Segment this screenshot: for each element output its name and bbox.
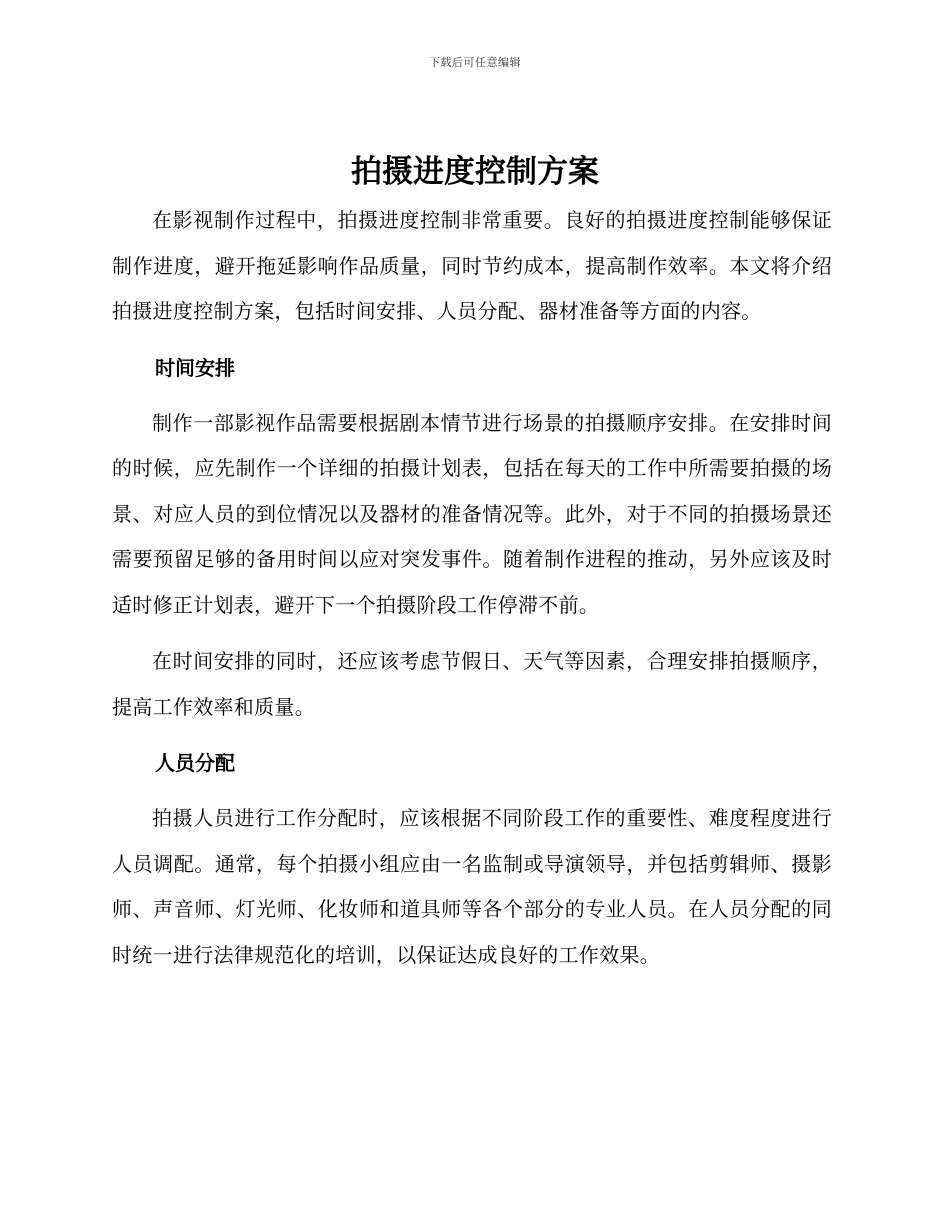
- document-body: [112, 198, 832, 989]
- section-heading-time-schedule: 时间安排: [155, 355, 235, 380]
- staff-allocation-paragraph-1: 拍摄人员进行工作分配时，应该根据不同阶段工作的重要性、难度程度进行人员调配。通常，每个拍摄小组应由一名监制或导演领导，并包括剪辑师、摄影师、声音师、灯光师、化妆师和道具师等各个部分的专业人员。在人员分配的同时统一进行法律规范化的培训，以保证达成良好的工作效果。: [112, 806, 832, 967]
- section-heading-staff-allocation: 人员分配: [155, 751, 235, 775]
- time-schedule-paragraph-2: 在时间安排的同时，还应该考虑节假日、天气等因素，合理安排拍摄顺序，提高工作效率和质量。: [112, 649, 832, 719]
- time-schedule-paragraph-1: 制作一部影视作品需要根据剧本情节进行场景的拍摄顺序安排。在安排时间的时候，应先制作一个详细的拍摄计划表，包括在每天的工作中所需要拍摄的场景、对应人员的到位情况以及器材的准备情况等。此外，对于不同的拍摄场景还需要预留足够的备用时间以应对突发事件。随着制作进程的推动，另外应该及时适时修正计划表，避开下一个拍摄阶段工作停滞不前。: [112, 410, 832, 617]
- document-title: 拍摄进度控制方案: [351, 154, 599, 190]
- header-note: 下载后可任意编辑: [429, 56, 521, 69]
- intro-paragraph: 在影视制作过程中，拍摄进度控制非常重要。良好的拍摄进度控制能够保证制作进度，避开拖延影响作品质量，同时节约成本，提高制作效率。本文将介绍拍摄进度控制方案，包括时间安排、人员分配、器材准备等方面的内容。: [112, 208, 832, 323]
